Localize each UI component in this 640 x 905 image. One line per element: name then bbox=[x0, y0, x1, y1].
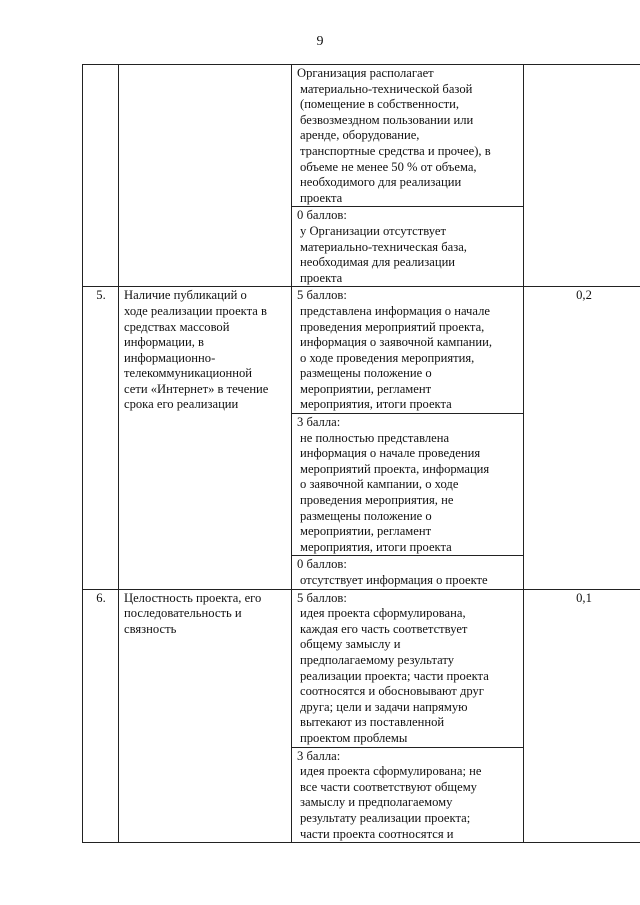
score-description bbox=[292, 414, 524, 556]
score-description-line: о заявочной кампании, о ходе bbox=[300, 477, 459, 492]
criterion-name-line: Целостность проекта, его bbox=[124, 590, 262, 605]
criterion-weight: 0,1 bbox=[524, 589, 640, 843]
score-description bbox=[292, 747, 524, 843]
score-description-line: проведения мероприятий проекта, bbox=[300, 319, 485, 334]
score-description-line: предполагаемому результату bbox=[300, 652, 454, 667]
score-description-line: необходимая для реализации bbox=[300, 255, 456, 270]
score-description-line: каждая его часть соответствует bbox=[300, 621, 468, 636]
score-description-line: части проекта соотносятся и bbox=[300, 826, 454, 841]
score-description-line: информация о начале проведения bbox=[300, 446, 481, 461]
criterion-name-line: последовательность и bbox=[124, 606, 242, 621]
score-description bbox=[292, 207, 524, 287]
score-description-line: проекта bbox=[300, 270, 343, 285]
score-description-line: все части соответствуют общему bbox=[300, 779, 477, 794]
criterion-weight bbox=[524, 65, 640, 287]
criterion-name-line: телекоммуникационной bbox=[124, 366, 253, 381]
criterion-name bbox=[119, 287, 292, 589]
score-description-line: транспортные средства и прочее), в bbox=[300, 143, 491, 158]
score-description-line: идея проекта сформулирована; не bbox=[300, 764, 482, 779]
score-description-line: результату реализации проекта; bbox=[300, 810, 471, 825]
criterion-name-line: связность bbox=[124, 621, 177, 636]
score-description-line: 5 баллов: bbox=[297, 288, 347, 303]
criterion-name-line: средствах массовой bbox=[124, 319, 230, 334]
score-description-line: объеме не менее 50 % от объема, bbox=[300, 159, 477, 174]
score-description-line: 5 баллов: bbox=[297, 590, 347, 605]
score-description-line: отсутствует информация о проекте bbox=[300, 573, 488, 587]
score-description-line: 0 баллов: bbox=[297, 557, 347, 572]
score-description-line: соотносятся и обосновывают друг bbox=[300, 684, 484, 699]
score-description bbox=[292, 589, 524, 747]
criterion-weight: 0,2 bbox=[524, 287, 640, 589]
score-description-line: о ходе проведения мероприятия, bbox=[300, 350, 475, 365]
score-description-line: материально-техническая база, bbox=[300, 239, 467, 254]
criteria-table-body bbox=[83, 65, 640, 843]
table-row bbox=[83, 287, 640, 414]
score-description-line: 3 балла: bbox=[297, 748, 341, 763]
score-description-line: Организация располагает bbox=[297, 66, 434, 80]
score-description-line: друга; цели и задачи напрямую bbox=[300, 699, 468, 714]
score-description-line: проведения мероприятия, не bbox=[300, 493, 454, 508]
score-description-line: мероприятий проекта, информация bbox=[300, 461, 490, 476]
score-description-line: представлена информация о начале bbox=[300, 303, 490, 318]
score-description-line: общему замыслу и bbox=[300, 637, 401, 652]
score-description-line: материально-технической базой bbox=[300, 81, 473, 96]
criterion-name-line: сети «Интернет» в течение bbox=[124, 381, 269, 396]
score-description-line: безвозмездном пользовании или bbox=[300, 112, 474, 127]
criterion-name-line: информации, в bbox=[124, 335, 204, 350]
score-description-line: мероприятия, итоги проекта bbox=[300, 397, 452, 412]
score-description-line: аренде, оборудование, bbox=[300, 128, 420, 143]
criterion-number bbox=[83, 65, 119, 287]
score-description-line: замыслу и предполагаемому bbox=[300, 795, 453, 810]
score-description-line: размещены положение о bbox=[300, 366, 432, 381]
score-description-line: 3 балла: bbox=[297, 415, 341, 430]
score-description-line: мероприятии, регламент bbox=[300, 524, 432, 539]
score-description-line: мероприятии, регламент bbox=[300, 381, 432, 396]
score-description-line: реализации проекта; части проекта bbox=[300, 668, 489, 683]
criterion-name-line: Наличие публикаций о bbox=[124, 288, 247, 303]
score-description-line: не полностью представлена bbox=[300, 430, 450, 445]
score-description-line: вытекают из поставленной bbox=[300, 715, 445, 730]
score-description-line: проектом проблемы bbox=[300, 730, 408, 745]
criterion-name-line: информационно- bbox=[124, 350, 216, 365]
score-description bbox=[292, 65, 524, 207]
criterion-name-line: ходе реализации проекта в bbox=[124, 303, 267, 318]
score-description bbox=[292, 287, 524, 414]
score-description-line: информация о заявочной кампании, bbox=[300, 335, 493, 350]
score-description-line: идея проекта сформулирована, bbox=[300, 606, 466, 621]
score-description-line: (помещение в собственности, bbox=[300, 97, 460, 112]
score-description-line: проекта bbox=[300, 190, 343, 205]
table-row bbox=[83, 589, 640, 747]
criterion-number: 5. bbox=[83, 287, 119, 589]
criteria-table bbox=[82, 64, 640, 843]
score-description-line: необходимого для реализации bbox=[300, 175, 462, 190]
score-description-line: 0 баллов: bbox=[297, 208, 347, 223]
criterion-name bbox=[119, 589, 292, 843]
criterion-name bbox=[119, 65, 292, 287]
score-description-line: у Организации отсутствует bbox=[300, 223, 447, 238]
score-description-line: размещены положение о bbox=[300, 508, 432, 523]
table-row bbox=[83, 65, 640, 207]
score-description-line: мероприятия, итоги проекта bbox=[300, 539, 452, 554]
criterion-number: 6. bbox=[83, 589, 119, 843]
score-description bbox=[292, 556, 524, 589]
criterion-name-line: срока его реализации bbox=[124, 397, 239, 412]
page-number: 9 bbox=[316, 34, 324, 49]
